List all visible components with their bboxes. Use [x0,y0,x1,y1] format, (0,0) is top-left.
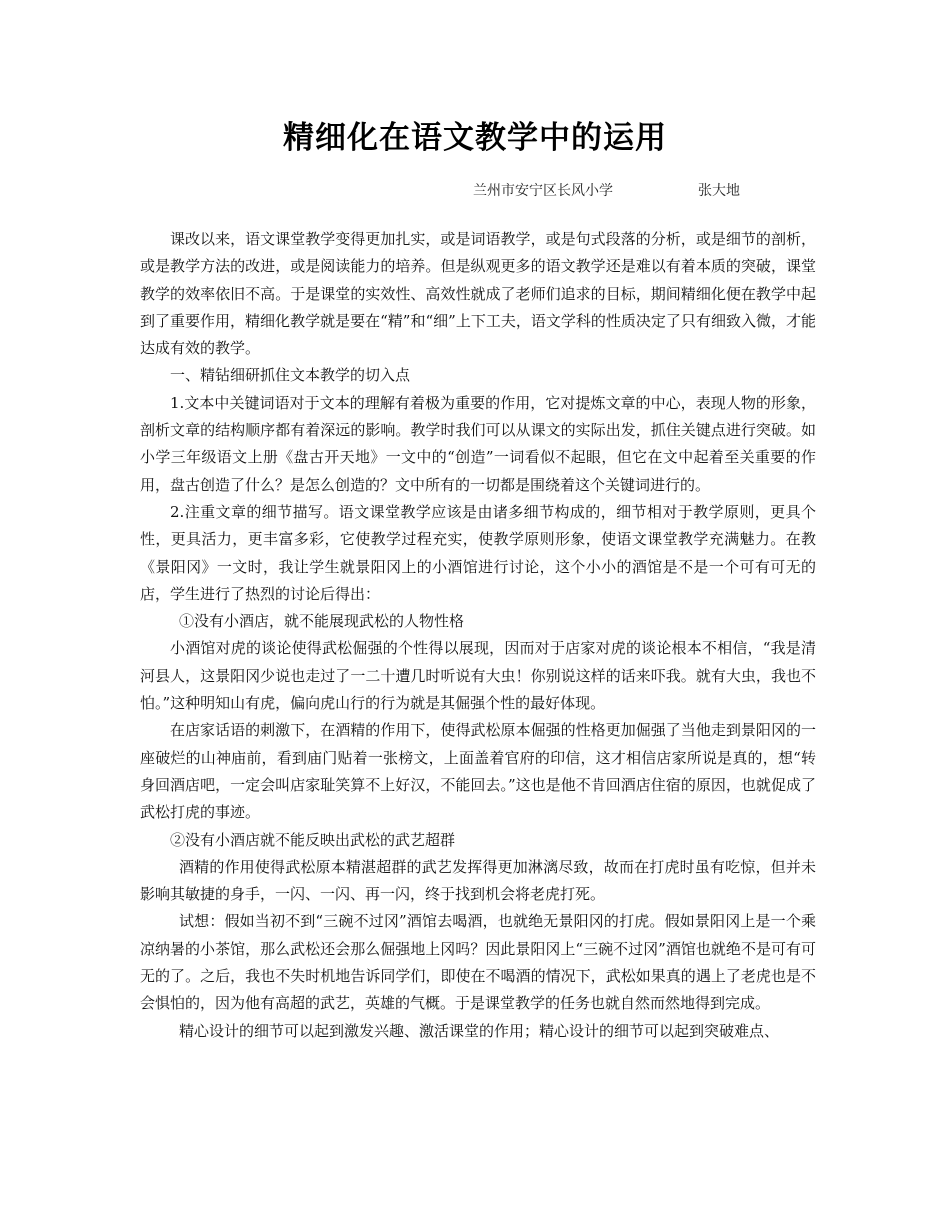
paragraph-stubborn: 在店家话语的刺激下，在酒精的作用下，使得武松原本倔强的性格更加倔强了当他走到景阳冈的一座破烂的山神庙前，看到庙门贴着一张榜文，上面盖着官府的印信，这才相信店家所说是真的，想“转身回酒店吧，一定会叫店家耻笑算不上好汉，不能回去。”这也是他不肯回酒店住宿的原因，也就促成了武松打虎的事迹。 [140,721,816,822]
author-line [473,180,740,200]
point-one-heading: ①没有小酒店，就不能展现武松的人物性格 [179,612,465,631]
page-title: 精细化在语文教学中的运用 [283,120,667,156]
school-name: 兰州市安宁区长风小学 [473,183,613,199]
document-body [140,226,816,1045]
paragraph-design: 精心设计的细节可以起到激发兴趣、激活课堂的作用；精心设计的细节可以起到突破难点、 [179,1021,780,1040]
paragraph-intro: 课改以来，语文课堂教学变得更加扎实，或是词语教学，或是句式段落的分析，或是细节的剖析，或是教学方法的改进，或是阅读能力的培养。但是纵观更多的语文教学还是难以有着本质的突破，课堂教学的效率依旧不高。于是课堂的实效性、高效性就成了老师们追求的目标，期间精细化便在教学中起到了重要作用，精细化教学就是要在“精”和“细”上下工夫，语文学科的性质决定了只有细致入微，才能达成有效的教学。 [140,230,816,358]
author-name: 张大地 [698,183,740,199]
paragraph-details: 2.注重文章的细节描写。语文课堂教学应该是由诸多细节构成的，细节相对于教学原则，更具个性，更具活力，更丰富多彩，它使教学过程充实，使教学原则形象，使语文课堂教学充满魅力。在教《景阳冈》一文时，我让学生就景阳冈上的小酒馆进行讨论，这个小小的酒馆是不是一个可有可无的店，学生进行了热烈的讨论后得出： [140,502,816,603]
point-two-heading: ②没有小酒店就不能反映出武松的武艺超群 [170,830,456,849]
paragraph-tavern-talk: 小酒馆对虎的谈论使得武松倔强的个性得以展现，因而对于店家对虎的谈论根本不相信，“我是清河县人，这景阳冈少说也走过了一二十遭几时听说有大虫！你别说这样的话来吓我。就有大虫，我也不怕。”这种明知山有虎，偏向虎山行的行为就是其倔强个性的最好体现。 [140,639,816,713]
section-heading: 一、精钻细研抓住文本教学的切入点 [170,366,411,385]
paragraph-suppose: 试想：假如当初不到“三碗不过冈”酒馆去喝酒，也就绝无景阳冈的打虎。假如景阳冈上是一个乘凉纳暑的小茶馆，那么武松还会那么倔强地上冈吗？因此景阳冈上“三碗不过冈”酒馆也就绝不是可有可无的了。之后，我也不失时机地告诉同学们，即使在不喝酒的情况下，武松如果真的遇上了老虎也是不会惧怕的，因为他有高超的武艺，英雄的气概。于是课堂教学的任务也就自然而然地得到完成。 [140,912,816,1013]
paragraph-keywords: 1.文本中关键词语对于文本的理解有着极为重要的作用，它对提炼文章的中心，表现人物的形象，剖析文章的结构顺序都有着深远的影响。教学时我们可以从课文的实际出发，抓住关键点进行突破。如小学三年级语文上册《盘古开天地》一文中的“创造”一词看似不起眼，但它在文中起着至关重要的作用，盘古创造了什么？是怎么创造的？文中所有的一切都是围绕着这个关键词进行的。 [140,393,816,494]
paragraph-martial-arts: 酒精的作用使得武松原本精湛超群的武艺发挥得更加淋漓尽致，故而在打虎时虽有吃惊，但并未影响其敏捷的身手，一闪、一闪、再一闪，终于找到机会将老虎打死。 [140,857,816,904]
